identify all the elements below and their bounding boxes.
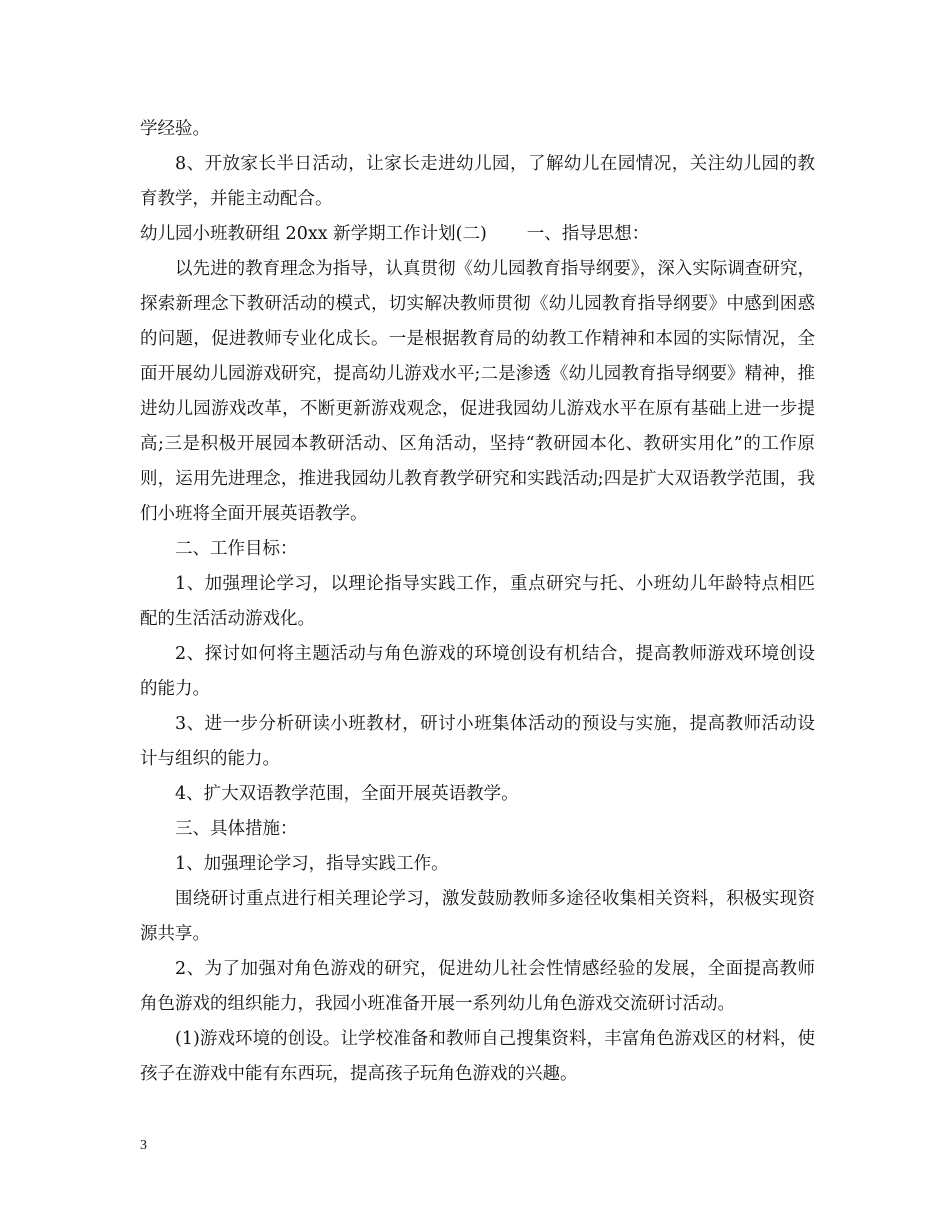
list-item: 1、加强理论学习，指导实践工作。 (175, 854, 449, 874)
section-heading: 一、指导思想： (526, 224, 650, 244)
section-heading: 三、具体措施： (175, 819, 298, 839)
paragraph: 8、开放家长半日活动，让家长走进幼儿园，了解幼儿在园情况，关注幼儿园的教育教学，并能主动配合。 (140, 154, 815, 209)
list-item: 4、扩大双语教学范围，全面开展英语教学。 (175, 784, 519, 804)
spacer (487, 217, 527, 252)
document-body (140, 112, 815, 1092)
section-title-line (140, 217, 815, 252)
list-item: (1)游戏环境的创设。让学校准备和教师自己搜集资料，丰富角色游戏区的材料，使孩子在游戏中能有东西玩，提高孩子玩角色游戏的兴趣。 (140, 1029, 815, 1084)
list-item: 2、为了加强对角色游戏的研究，促进幼儿社会性情感经验的发展，全面提高教师角色游戏的组织能力，我园小班准备开展一系列幼儿角色游戏交流研讨活动。 (140, 959, 815, 1014)
list-item: 3、进一步分析研读小班教材，研讨小班集体活动的预设与实施，提高教师活动设计与组织的能力。 (140, 714, 815, 769)
list-item: 2、探讨如何将主题活动与角色游戏的环境创设有机结合，提高教师游戏环境创设的能力。 (140, 644, 815, 699)
paragraph: 围绕研讨重点进行相关理论学习，激发鼓励教师多途径收集相关资料，积极实现资源共享。 (140, 889, 815, 944)
section-heading: 二、工作目标： (175, 539, 298, 559)
list-item: 1、加强理论学习，以理论指导实践工作，重点研究与托、小班幼儿年龄特点相匹配的生活活动游戏化。 (140, 574, 815, 629)
page-number: 3 (140, 1138, 147, 1153)
paragraph: 学经验。 (140, 119, 210, 139)
paragraph: 以先进的教育理念为指导，认真贯彻《幼儿园教育指导纲要》，深入实际调查研究，探索新理念下教研活动的模式，切实解决教师贯彻《幼儿园教育指导纲要》中感到困惑的问题，促进教师专业化成长。一是根据教育局的幼教工作精神和本园的实际情况，全面开展幼儿园游戏研究，提高幼儿游戏水平;二是渗透《幼儿园教育指导纲要》精神，推进幼儿园游戏改革，不断更新游戏观念，促进我园幼儿游戏水平在原有基础上进一步提高;三是积极开展园本教研活动、区角活动，坚持“教研园本化、教研实用化”的工作原则，运用先进理念，推进我园幼儿教育教学研究和实践活动;四是扩大双语教学范围，我们小班将全面开展英语教学。 (140, 259, 815, 524)
document-title: 幼儿园小班教研组 20xx 新学期工作计划(二) (140, 224, 487, 244)
